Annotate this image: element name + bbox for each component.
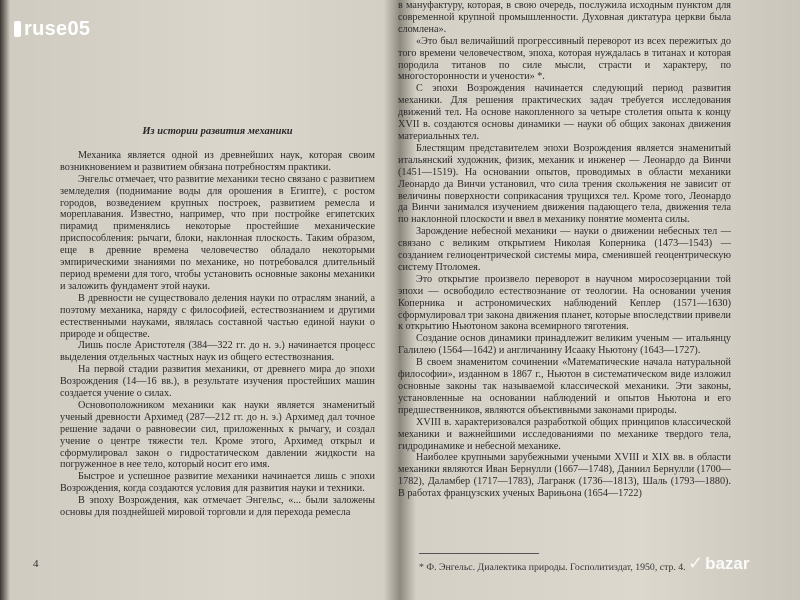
left-paragraph: На первой стадии развития механики, от древнего мира до эпохи Возрождения (14—16 вв.), в результате изучения простейших машин создается учение о силах.	[60, 364, 375, 400]
right-paragraph: Создание основ динамики принадлежит великим ученым — итальянцу Галилею (1564—1642) и англичанину Исааку Ньютону (1643—1727).	[398, 333, 731, 357]
left-page-body	[60, 150, 375, 519]
right-paragraph: Зарождение небесной механики — науки о движении небесных тел — связано с великим открытием Николая Коперника (1473—1543) — созданием гелиоцентрической системы мира, сменившей геоцентрическую систему Птоломея.	[398, 226, 731, 273]
right-page	[398, 0, 731, 600]
left-paragraph: Энгельс отмечает, что развитие механики тесно связано с развитием земледелия (поднимание воды для орошения в Египте), с ростом городов, возведением крупных построек, развитием ремесла и мореплавания. Известно, например, что при постройке египетских пирамид применялись некоторые простейшие механические приспособления: рычаги, блоки, наклонная плоскость. Таким образом, еще в древние времена человечество обладало некоторыми эмпирическими знаниями по механике, но потребовался длительный период времени для того, чтобы установить основные законы механики и заложить фундамент этой науки.	[60, 173, 375, 292]
left-paragraph: Механика является одной из древнейших наук, которая своим возникновением и развитием обязана потребностям практики.	[60, 149, 375, 173]
footnote-divider	[419, 553, 539, 554]
left-paragraph: В эпоху Возрождения, как отмечает Энгельс, «... были заложены основы для позднейшей мировой торговли и для перехода ремесла	[60, 495, 375, 519]
right-paragraph: Наиболее крупными зарубежными учеными XVIII и XIX вв. в области механики являются Иван Бернулли (1667—1748), Даниил Бернулли (1700—1782), Даламбер (1717—1783), Лагранж (1736—1813), Шаль (1793—1880). В работах французских ученых Варињона (1654—1722)	[398, 452, 731, 500]
left-paragraph: Лишь после Аристотеля (384—322 гг. до н. э.) начинается процесс выделения отдельных частных наук из общего естествознания.	[60, 340, 375, 364]
watermark-logo-icon	[14, 21, 21, 37]
page-number: 4	[33, 558, 39, 570]
right-paragraph: XVIII в. характеризовался разработкой общих принципов классической механики и важнейшими исследованиями по механике твердого тела, гидродинамике и небесной механике.	[398, 416, 731, 452]
section-title: Из истории развития механики	[142, 126, 293, 137]
checkmark-icon: ✓	[688, 553, 704, 573]
right-paragraph: в мануфактуру, которая, в свою очередь, послужила исходным пунктом для современной крупной промышленности. Духовная диктатура церкви была сломлена».	[398, 0, 731, 35]
watermark-text: ruse05	[24, 18, 91, 40]
watermark	[14, 18, 90, 41]
right-paragraph: С эпохи Возрождения начинается следующий период развития механики. Для решения практических задач требуется исследования движений тел. На основе накопленного за четыре столетия опыта к концу XVII в. создаются основы динамики — науки об общих законах движения материальных тел.	[398, 83, 731, 142]
right-paragraph: Блестящим представителем эпохи Возрождения является знаменитый итальянский художник, физик, механик и инженер — Леонардо да Винчи (1451—1519). На основании опытов, проводимых в области механики Леонардо да Винчи установил, что сила трения скольжения не зависит от величины поверхности соприкасания трущихся тел. Кроме того, Леонардо да Винчи занимался изучением движения падающего тела, движения тела по наклонной плоскости и ввел в механику понятие момента силы.	[398, 142, 731, 226]
left-paragraph: Быстрое и успешное развитие механики начинается лишь с эпохи Возрождения, когда создаются условия для развития науки и техники.	[60, 471, 375, 495]
right-paragraph: «Это был величайший прогрессивный переворот из всех пережитых до того времени человечеством, эпоха, которая нуждалась в титанах и которая породила титанов по силе мысли, страсти и характеру, по многосторонности и учености» *.	[398, 35, 731, 83]
left-paragraph: В древности не существовало деления науки по отраслям знаний, а поэтому механика, наряду с философией, естествознанием и другими естественными науками, являлась составной частью единой науки о природе и обществе.	[60, 292, 375, 340]
left-page	[60, 0, 375, 600]
book-edge-shadow	[0, 0, 10, 600]
corner-logo	[688, 553, 750, 574]
right-paragraph: Это открытие произвело переворот в научном миросозерцании той эпохи — освободило естествознание от теологии. На основании учения Коперника и астрономических наблюдений Кеплер (1571—1630) сформулировал три закона движения планет, которые впоследствии привели к открытию Ньютоном закона всемирного тяготения.	[398, 273, 731, 333]
footnote: * Ф. Энгельс. Диалектика природы. Госполитиздат, 1950, стр. 4.	[419, 562, 686, 573]
right-paragraph: В своем знаменитом сочинении «Математические начала натуральной философии», изданном в 1867 г., Ньютон в систематическом виде изложил основные законы так называемой классической механики. Эти законы, установленные на основании наблюдений и опытов Ньютона и его предшественников, являются объективными законами природы.	[398, 357, 731, 416]
left-paragraph: Основоположником механики как науки является знаменитый ученый древности Архимед (287—212 гг. до н. э.) Архимед дал точное решение задачи о равновесии сил, приложенных к рычагу, и создал учение о центре тяжести тел. Кроме этого, Архимед открыл и сформулировал закон о гидростатическом давлении жидкости на погруженное в нее тело, который носит его имя.	[60, 399, 375, 471]
corner-logo-text: bazar	[705, 554, 750, 573]
